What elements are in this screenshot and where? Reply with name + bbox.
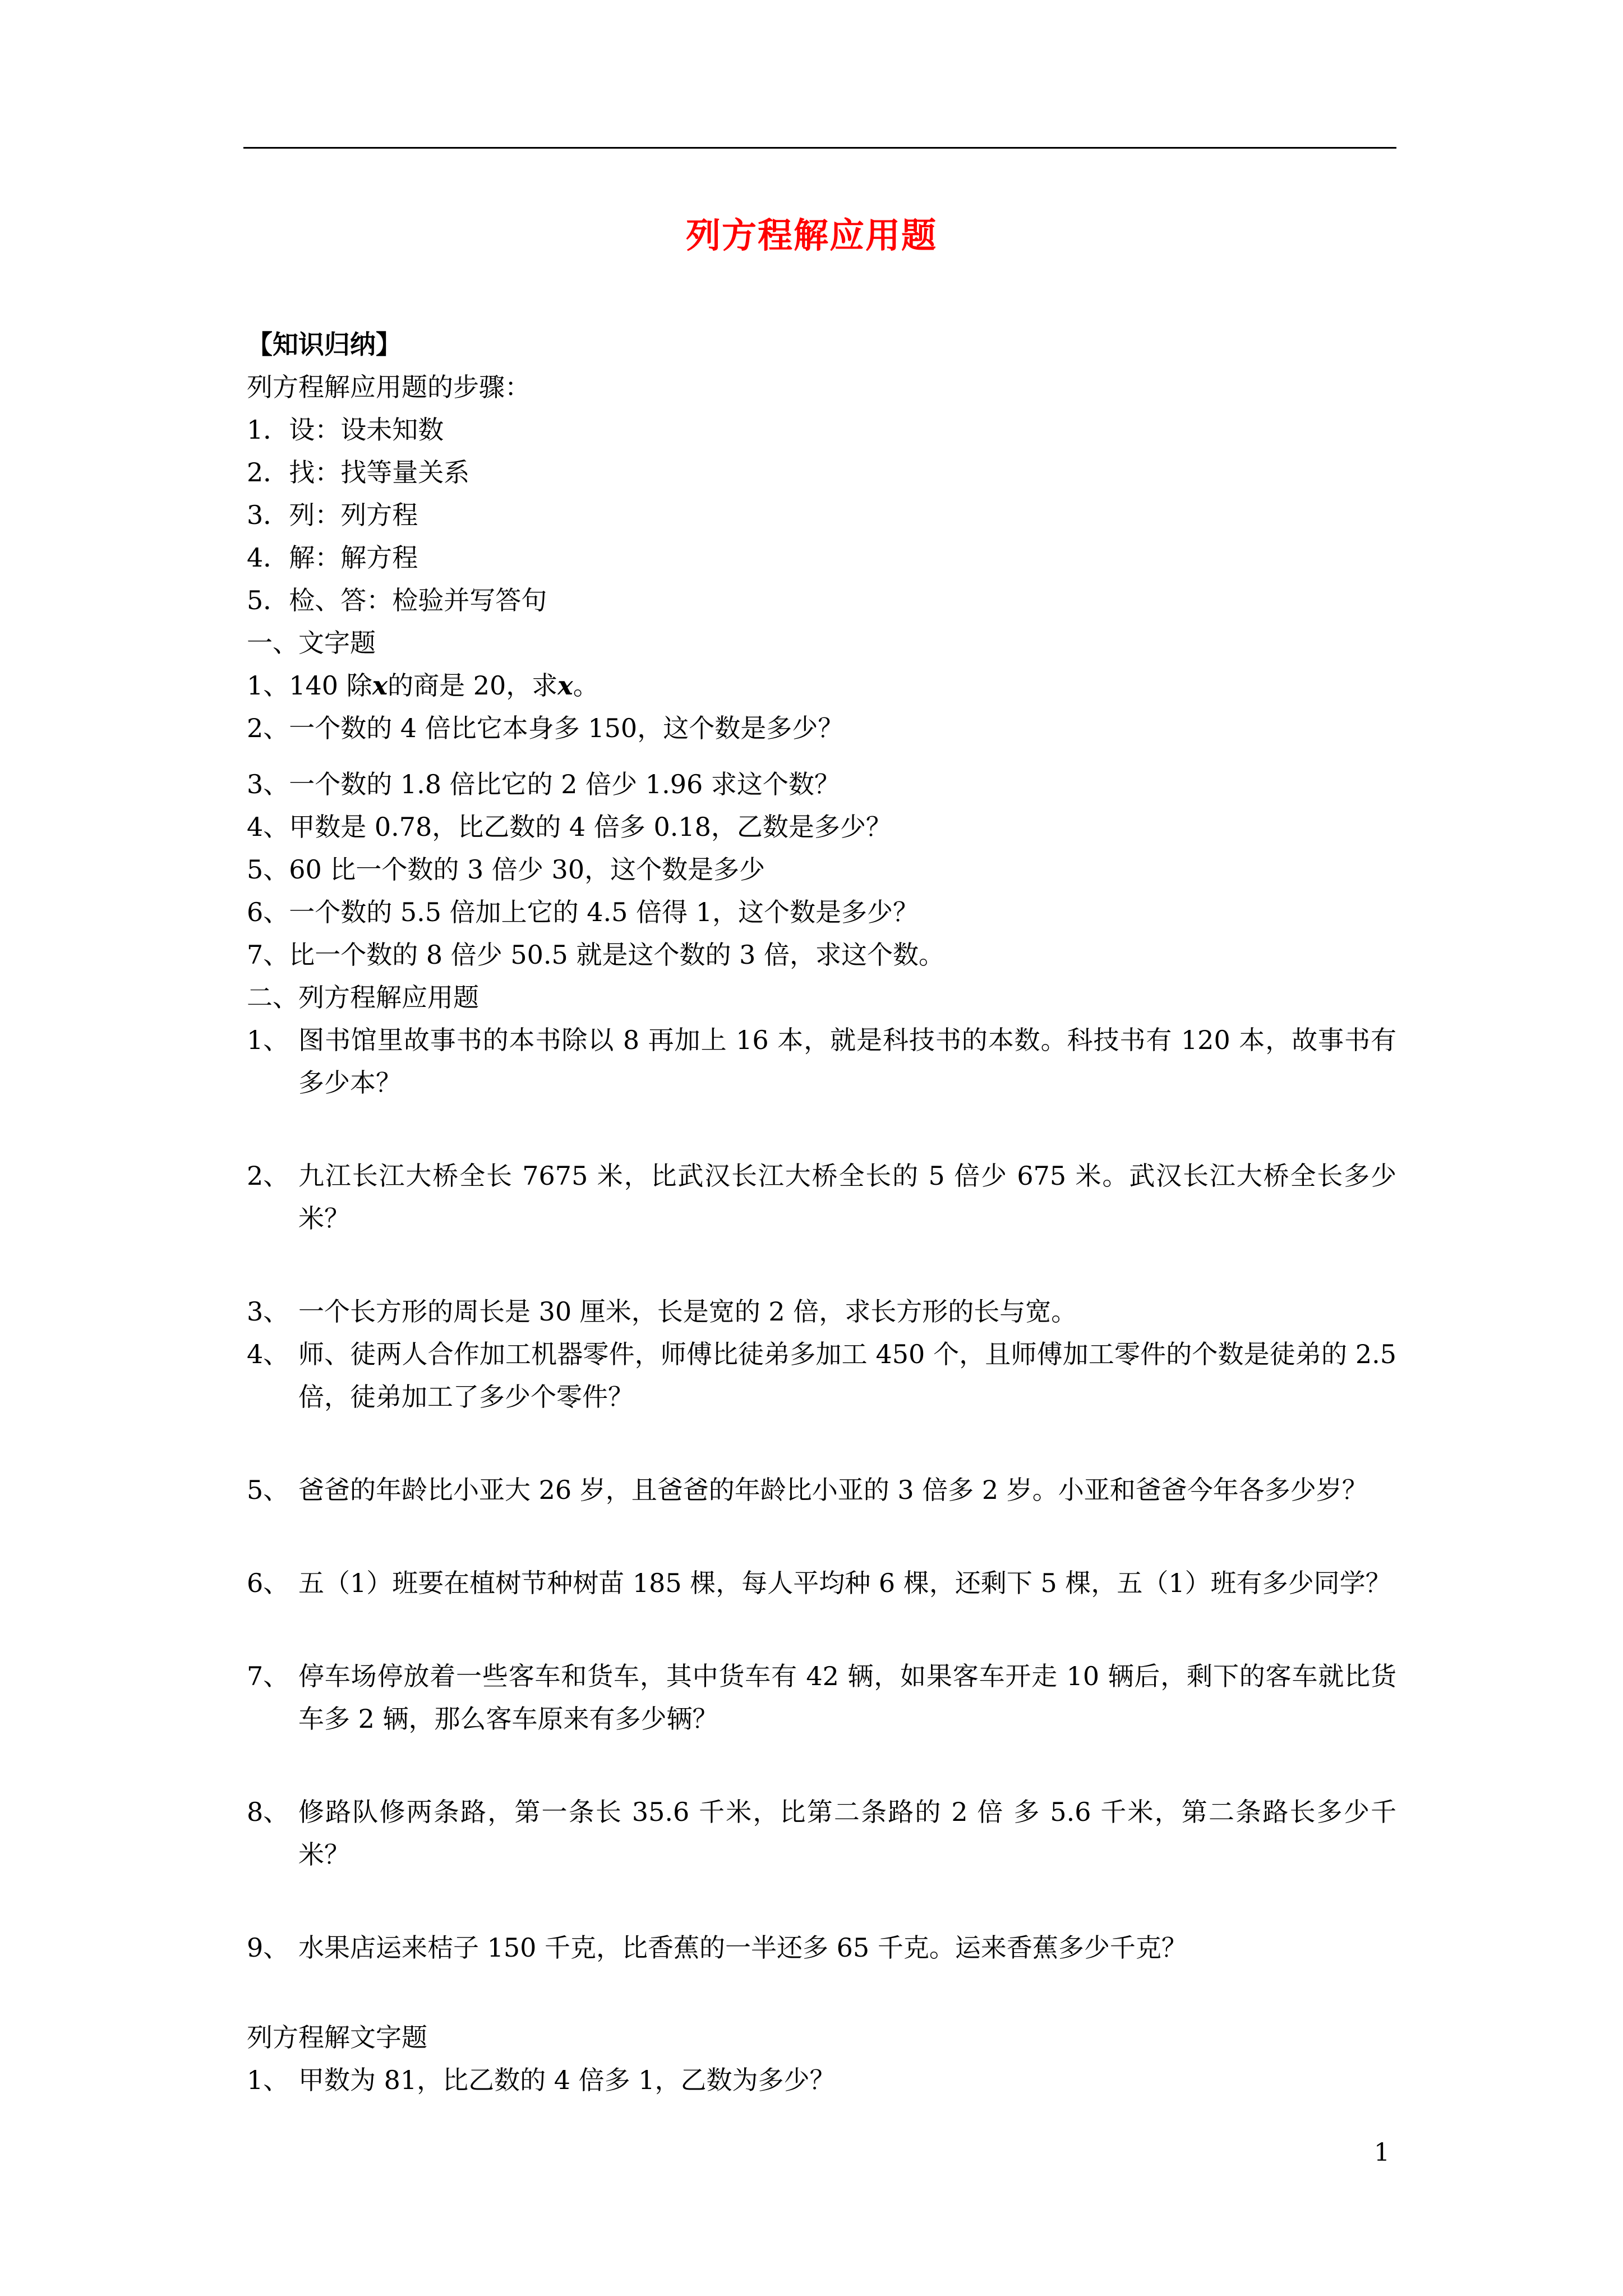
question-text: 。 bbox=[573, 670, 599, 701]
problem-number: 6、 bbox=[247, 1568, 289, 1598]
problem-text: 爸爸的年龄比小亚大 26 岁，且爸爸的年龄比小亚的 3 倍多 2 岁。小亚和爸爸今年各多少岁？ bbox=[298, 1475, 1368, 1505]
problem-item bbox=[247, 1655, 1396, 1740]
page-title: 列方程解应用题 bbox=[685, 215, 937, 256]
question-item: 6、一个数的 5.5 倍加上它的 4.5 倍得 1，这个数是多少？ bbox=[247, 897, 919, 927]
problem-text: 水果店运来桔子 150 千克，比香蕉的一半还多 65 千克。运来香蕉多少千克？ bbox=[298, 1932, 1187, 1963]
problem-text: 九江长江大桥全长 7675 米，比武汉长江大桥全长的 5 倍少 675 米。武汉长江大桥全长多少米？ bbox=[298, 1161, 1396, 1234]
problem-number: 5、 bbox=[247, 1475, 289, 1505]
step-item: 4．解：解方程 bbox=[247, 542, 418, 573]
problem-item bbox=[247, 1926, 1396, 1969]
question-item: 5、60 比一个数的 3 倍少 30，这个数是多少 bbox=[247, 854, 766, 885]
problem-item bbox=[247, 1791, 1396, 1876]
part1-title: 一、文字题 bbox=[247, 628, 376, 658]
problem-number: 7、 bbox=[247, 1661, 289, 1691]
problem-text: 图书馆里故事书的本书除以 8 再加上 16 本，就是科技书的本数。科技书有 120 本，故事书有多少本？ bbox=[298, 1025, 1396, 1098]
problem-text: 甲数为 81，比乙数的 4 倍多 1，乙数为多少？ bbox=[298, 2065, 836, 2095]
problem-number: 3、 bbox=[247, 1296, 289, 1327]
question-text: 1、140 除 bbox=[247, 670, 372, 701]
header-rule bbox=[243, 147, 1396, 149]
variable-x: x bbox=[557, 670, 573, 701]
problem-number: 2、 bbox=[247, 1161, 289, 1191]
problem-item bbox=[247, 1562, 1396, 1604]
part3-title: 列方程解文字题 bbox=[247, 2022, 427, 2053]
problem-number: 8、 bbox=[247, 1797, 289, 1827]
problem-text: 一个长方形的周长是 30 厘米，长是宽的 2 倍，求长方形的长与宽。 bbox=[298, 1296, 1077, 1327]
step-item: 2．找：找等量关系 bbox=[247, 457, 470, 487]
problem-item bbox=[247, 1154, 1396, 1240]
problem-text: 停车场停放着一些客车和货车，其中货车有 42 辆，如果客车开走 10 辆后，剩下的客车就比货车多 2 辆，那么客车原来有多少辆？ bbox=[298, 1661, 1396, 1734]
step-item: 1．设：设未知数 bbox=[247, 415, 444, 445]
problem-number: 9、 bbox=[247, 1932, 289, 1963]
problem-item bbox=[247, 1019, 1396, 1104]
problem-text: 师、徒两人合作加工机器零件，师傅比徒弟多加工 450 个，且师傅加工零件的个数是徒弟的 2.5 倍，徒弟加工了多少个零件？ bbox=[298, 1339, 1396, 1412]
step-item: 5．检、答：检验并写答句 bbox=[247, 585, 547, 615]
question-item: 3、一个数的 1.8 倍比它的 2 倍少 1.96 求这个数？ bbox=[247, 769, 840, 799]
section-header: 【知识归纳】 bbox=[247, 329, 402, 360]
problem-text: 修路队修两条路，第一条长 35.6 千米，比第二条路的 2 倍 多 5.6 千米，第二条路长多少千米？ bbox=[298, 1797, 1396, 1870]
problem-item bbox=[247, 1333, 1396, 1418]
problem-item bbox=[247, 1469, 1396, 1511]
steps-intro: 列方程解应用题的步骤： bbox=[247, 372, 531, 402]
problem-number: 1、 bbox=[247, 2065, 289, 2095]
question-item: 2、一个数的 4 倍比它本身多 150，这个数是多少？ bbox=[247, 713, 844, 743]
problem-number: 1、 bbox=[247, 1025, 289, 1055]
problem-text: 五（1）班要在植树节种树苗 185 棵，每人平均种 6 棵，还剩下 5 棵，五（1）班有多少同学？ bbox=[298, 1568, 1391, 1598]
page-number: 1 bbox=[1374, 2138, 1390, 2167]
question-item: 7、比一个数的 8 倍少 50.5 就是这个数的 3 倍，求这个数。 bbox=[247, 940, 944, 970]
question-text: 的商是 20，求 bbox=[388, 670, 558, 701]
problem-number: 4、 bbox=[247, 1339, 289, 1369]
part2-title: 二、列方程解应用题 bbox=[247, 982, 479, 1013]
question-item: 4、甲数是 0.78，比乙数的 4 倍多 0.18，乙数是多少？ bbox=[247, 812, 892, 842]
variable-x: x bbox=[372, 670, 388, 701]
problem-item bbox=[247, 1290, 1396, 1333]
document-body bbox=[247, 323, 1396, 2101]
question-item bbox=[247, 664, 1396, 707]
problem-item bbox=[247, 2059, 1396, 2101]
step-item: 3．列：列方程 bbox=[247, 500, 418, 530]
